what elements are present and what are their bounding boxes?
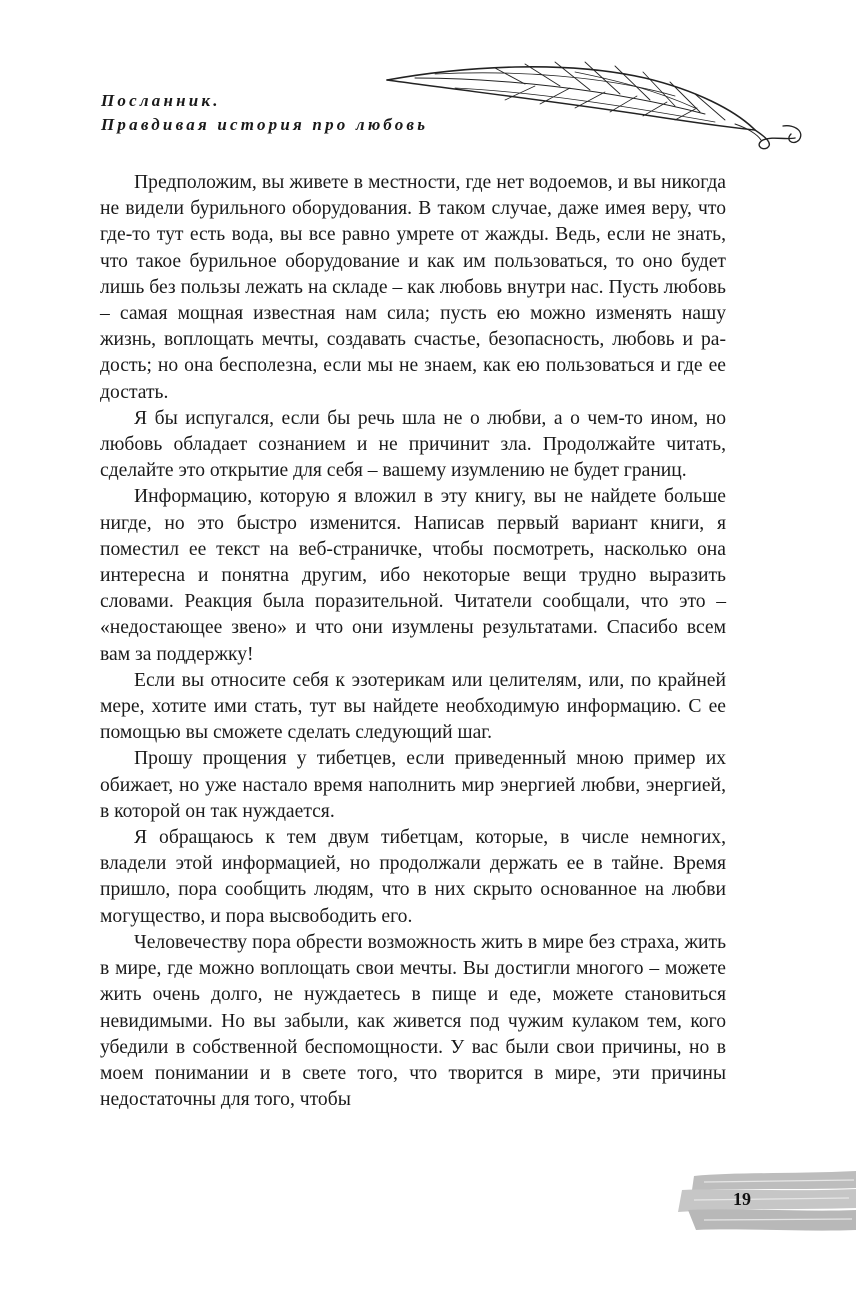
paragraph: Информацию, которую я вложил в эту книгу, вы не найдете больше нигде, но это быстро изменится. Написав первый вариант книги, я поместил ее текст на веб-страничке, чтобы посмотреть, насколько она интересна и понятна другим, ибо некоторые вещи трудно выразить словами. Реакция была поразительной. Читатели сообщали, что это – «недостающее звено» и что они изумлены результатами. Спасибо всем вам за поддержку! [100, 486, 726, 665]
running-header [101, 89, 428, 137]
paragraph: Я обращаюсь к тем двум тибетцам, которые, в числе немногих, владели этой информацией, но продолжали держать ее в тайне. Время пришло, пора сообщить людям, что в них скрыто основанное на любви могущество, и пора высвободить его. [100, 827, 726, 927]
page-number: 19 [733, 1189, 751, 1209]
paragraph: Прошу прощения у тибетцев, если приведенный мною пример их обижает, но уже настало время наполнить мир энергией любви, энергией, в которой он так нуждается. [100, 748, 726, 822]
paragraph: Предположим, вы живете в местности, где нет водоемов, и вы никогда не видели бурильного оборудования. В таком случае, даже имея веру, что где-то тут есть вода, вы все равно умрете от жажды. Ведь, если не знать, что такое бурильное оборудование и как им пользоваться, то оно будет лишь без пользы лежать на складе – как любовь внутри нас. Пусть любовь – самая мощная известная нам сила; пусть ею можно изменять нашу жизнь, воплощать мечты, создавать счастье, безопасность, любовь и радость; но она бесполезна, если мы не знаем, как ею пользоваться и где ее достать. [100, 172, 726, 403]
feather-ornament-icon [375, 48, 815, 153]
running-header-author: Посланник. [101, 91, 221, 110]
body-text [100, 170, 726, 1113]
paragraph: Я бы испугался, если бы речь шла не о любви, а о чем-то ином, но любовь обладает сознанием и не причинит зла. Продолжайте читать, сделайте это открытие для себя – вашему изумлению не будет границ. [100, 407, 726, 482]
running-header-title: Правдивая история про любовь [101, 115, 429, 134]
paragraph: Если вы относите себя к эзотерикам или целителям, или, по крайней мере, хотите ими стать, тут вы найдете необходимую информацию. С ее помощью вы сможете сделать следующий шаг. [100, 669, 726, 744]
paragraph: Человечеству пора обрести возможность жить в мире без страха, жить в мире, где можно воплощать свои мечты. Вы достигли многого – можете жить очень долго, не нуждаетесь в пище и еде, можете становиться невидимыми. Но вы забыли, как живется под чужим кулаком тем, кого убедили в собственной беспомощности. У вас были свои причины, но в моем понимании и в свете того, что творится в мире, эти причины недостаточны для того, чтобы [100, 931, 726, 1111]
page-number-band [674, 1168, 856, 1238]
